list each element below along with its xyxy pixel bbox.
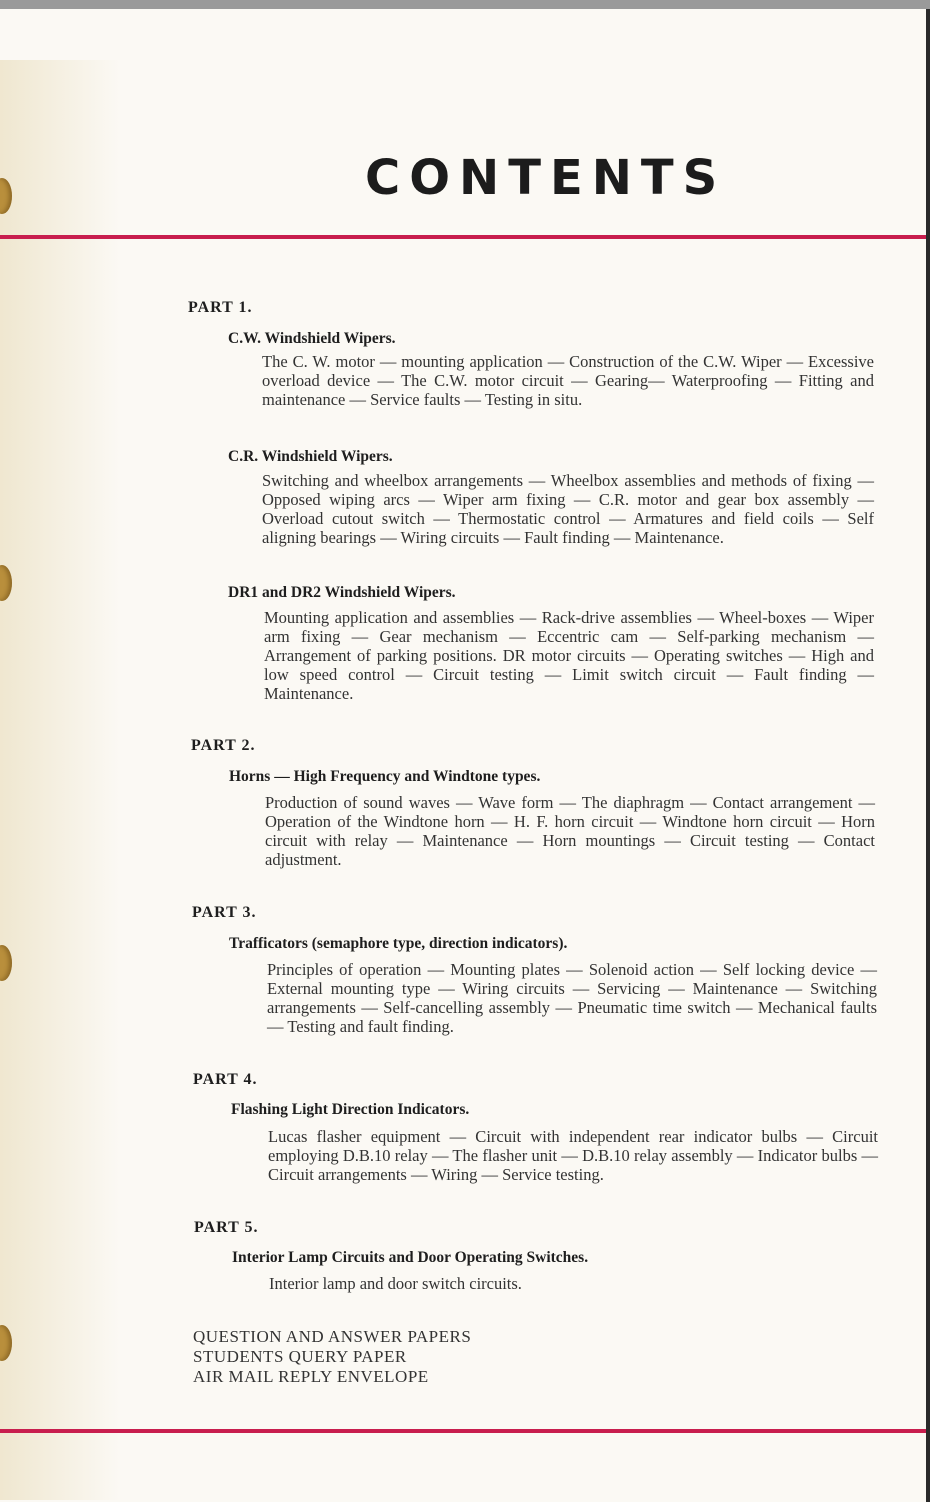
section-cw-wipers-text: The C. W. motor — mounting application — Construction of the C.W. Wiper — Excessive overload device — The C.W. motor circuit — Gearing— Waterproofing — Fitting and maintenance — Service faults — Testing in situ. [262, 352, 874, 409]
extra-question-papers: QUESTION AND ANSWER PAPERS [193, 1327, 472, 1346]
part-5-label: PART 5. [194, 1219, 259, 1236]
section-flashing-text: Lucas flasher equipment — Circuit with independent rear indicator bulbs — Circuit employing D.B.10 relay — The flasher unit — D.B.10 relay assembly — Indicator bulbs — Circuit arrangements — Wiring — Service testing. [268, 1127, 878, 1184]
section-cr-wipers-title: C.R. Windshield Wipers. [228, 448, 393, 465]
part-2-label: PART 2. [191, 737, 256, 754]
section-flashing-title: Flashing Light Direction Indicators. [231, 1101, 470, 1118]
right-page-edge [926, 9, 930, 1502]
extra-query-paper: STUDENTS QUERY PAPER [193, 1347, 407, 1366]
section-interior-lamp-title: Interior Lamp Circuits and Door Operating Switches. [232, 1249, 589, 1266]
section-interior-lamp-text: Interior lamp and door switch circuits. [269, 1274, 522, 1293]
section-trafficators-title: Trafficators (semaphore type, direction indicators). [229, 935, 568, 952]
binding-shade [0, 60, 120, 1500]
page-title: CONTENTS [365, 150, 727, 206]
extra-reply-envelope: AIR MAIL REPLY ENVELOPE [193, 1367, 429, 1386]
section-cw-wipers-title: C.W. Windshield Wipers. [228, 330, 396, 347]
section-horns-text: Production of sound waves — Wave form — The diaphragm — Contact arrangement — Operation of the Windtone horn — H. F. horn circuit — Windtone horn circuit — Horn circuit with relay — Maintenance — Horn mountings — Circuit testing — Contact adjustment. [265, 793, 875, 869]
extras-list [193, 1327, 471, 1387]
section-horns-title: Horns — High Frequency and Windtone types. [229, 768, 541, 785]
top-scan-band [0, 0, 930, 9]
part-4-label: PART 4. [193, 1071, 258, 1088]
section-dr-wipers-text: Mounting application and assemblies — Rack-drive assemblies — Wheel-boxes — Wiper arm fixing — Gear mechanism — Eccentric cam — Self-parking mechanism — Arrangement of parking positions. DR motor circuits — Operating switches — High and low speed control — Circuit testing — Limit switch circuit — Fault finding — Maintenance. [264, 608, 874, 703]
section-dr-wipers-title: DR1 and DR2 Windshield Wipers. [228, 584, 456, 601]
part-3-label: PART 3. [192, 904, 257, 921]
section-cr-wipers-text: Switching and wheelbox arrangements — Wheelbox assemblies and methods of fixing — Opposed wiping arcs — Wiper arm fixing — C.R. motor and gear box assembly — Overload cutout switch — Thermostatic control — Armatures and field coils — Self aligning bearings — Wiring circuits — Fault finding — Maintenance. [262, 471, 874, 547]
part-1-label: PART 1. [188, 299, 253, 316]
top-rule [0, 235, 926, 239]
bottom-rule [0, 1429, 926, 1433]
section-trafficators-text: Principles of operation — Mounting plates — Solenoid action — Self locking device — External mounting type — Wiring circuits — Servicing — Maintenance — Switching arrangements — Self-cancelling assembly — Pneumatic time switch — Mechanical faults — Testing and fault finding. [267, 960, 877, 1036]
